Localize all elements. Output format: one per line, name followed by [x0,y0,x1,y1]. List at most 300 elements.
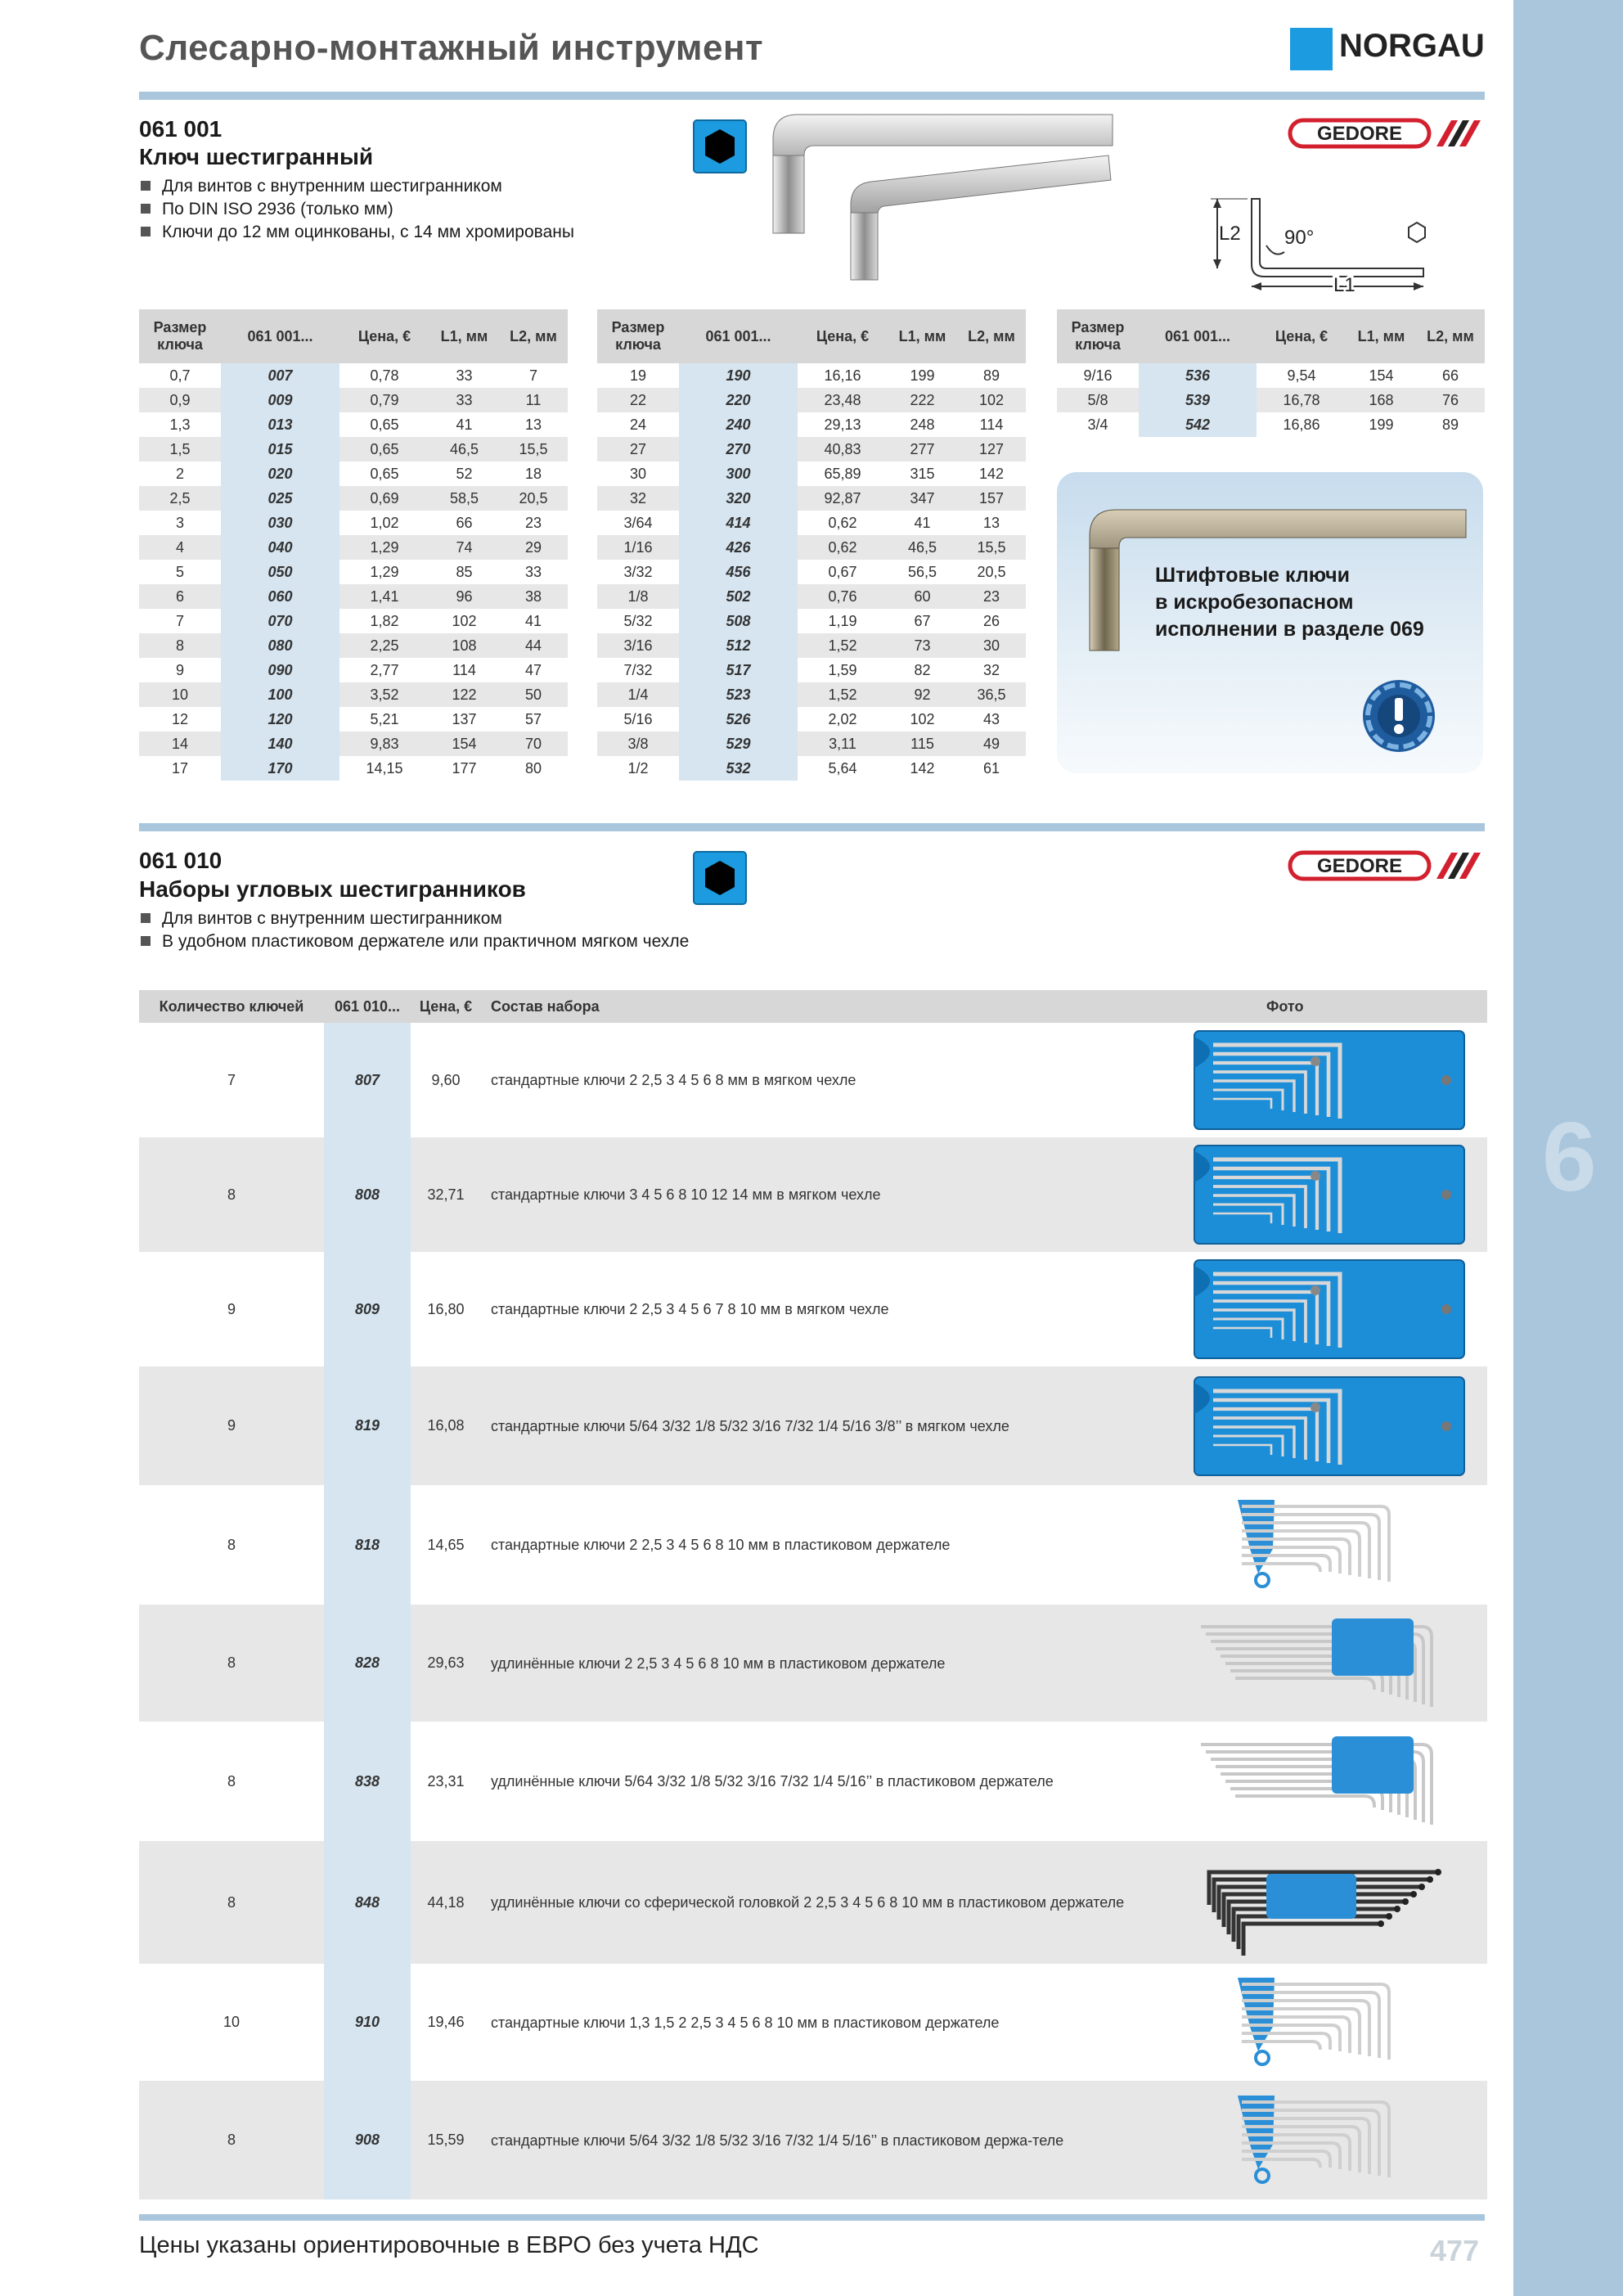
price-cell: 3,11 [798,732,888,756]
l2-cell: 114 [979,416,1004,433]
l2-cell: 38 [499,584,568,609]
bullet-item: В удобном пластиковом держателе или практичном мягком чехле [141,930,689,953]
size-cell: 1/2 [627,759,649,777]
l2-cell: 13 [982,514,1000,531]
size-cell: 5 [175,563,184,580]
article-cell: 070 [221,609,339,633]
table-row [139,1023,1487,1137]
photo-cell [1160,1137,1487,1252]
price-note: Цены указаны ориентировочные в ЕВРО без учета НДС [139,2232,759,2258]
size-cell: 22 [597,388,679,412]
size-cell: 1,3 [169,416,191,433]
table-row [597,535,1026,560]
price-cell: 3,52 [339,682,429,707]
l1-cell: 142 [910,759,935,777]
l2-cell: 7 [528,367,537,384]
article-cell: 240 [679,412,798,437]
table-row [1057,388,1485,412]
l1-cell: 41 [914,514,931,531]
size-cell: 1,5 [139,437,221,461]
count-cell: 8 [139,1841,324,1964]
table-row [139,461,568,486]
section1-bullets [141,175,574,244]
l2-cell: 142 [978,465,1005,482]
article-cell: 120 [221,707,339,732]
holder-long-set-image [1176,1728,1471,1835]
l1-cell: 41 [456,416,473,433]
article-cell: 426 [679,535,798,560]
size-cell: 1/4 [597,682,679,707]
l2-cell: 18 [524,465,542,482]
table-row [597,437,1026,461]
diagram-angle-label: 90° [1284,227,1315,249]
count-cell: 8 [139,2081,324,2199]
l1-cell: 168 [1347,388,1416,412]
col-l2: L2, мм [957,309,1026,363]
article-cell: 060 [221,584,339,609]
price-cell: 15,59 [411,2081,481,2199]
l1-cell: 199 [910,367,935,384]
l1-cell: 154 [429,732,499,756]
l1-cell: 73 [888,633,957,658]
info-line: в искробезопасном [1155,591,1354,614]
article-cell: 910 [324,1964,411,2081]
price-cell: 0,65 [370,416,399,433]
l1-cell: 66 [456,514,473,531]
table-row [139,658,568,682]
count-cell: 10 [223,2014,241,2030]
size-cell: 17 [171,759,189,777]
hex-socket-icon [693,119,747,173]
l2-cell: 89 [1441,416,1459,433]
l2-cell: 57 [524,710,542,727]
price-cell: 16,80 [427,1300,465,1317]
pouch-set-image [1176,1027,1471,1133]
table-row [139,1366,1487,1485]
size-cell: 5/8 [1057,388,1139,412]
col-l1: L1, мм [429,309,499,363]
table-row [597,633,1026,658]
size-cell: 4 [139,535,221,560]
sets-table [139,990,1487,2199]
article-cell: 080 [221,633,339,658]
price-cell: 14,65 [427,1536,465,1553]
count-cell: 8 [227,1772,236,1790]
norgau-logo-icon [1290,28,1333,70]
table-row [597,486,1026,511]
l2-cell: 26 [982,612,1000,629]
hex-key-image [757,106,1125,295]
gedore-logo-icon [1288,117,1484,150]
l2-cell: 157 [957,486,1026,511]
count-cell: 8 [139,1605,324,1722]
size-cell: 1/8 [597,584,679,609]
photo-cell [1160,1023,1487,1137]
price-cell: 40,83 [798,437,888,461]
price-cell: 0,79 [339,388,429,412]
photo-cell [1160,1964,1487,2081]
l2-cell: 13 [524,416,542,433]
table-row [139,1722,1487,1841]
l1-cell: 114 [452,661,476,678]
l2-cell: 15,5 [499,437,568,461]
article-cell: 090 [221,658,339,682]
gedore-logo-icon [1288,849,1484,882]
price-cell: 0,62 [828,514,857,531]
table-row [597,363,1026,388]
holder-short-set-image [1176,1492,1471,1598]
price-cell: 1,41 [339,584,429,609]
brand-name: NORGAU [1339,28,1485,64]
col-article: 061 001... [221,309,339,363]
size-cell: 3 [175,514,184,531]
size-cell: 0,9 [139,388,221,412]
table-row [139,633,568,658]
table-row [139,363,568,388]
price-cell: 16,86 [1283,416,1320,433]
l2-cell: 11 [499,388,568,412]
article-cell: 838 [324,1722,411,1841]
col-size: Размер ключа [597,309,679,363]
bullet-item: Ключи до 12 мм оцинкованы, с 14 мм хромированы [141,221,574,244]
article-cell: 523 [679,682,798,707]
price-cell: 9,83 [339,732,429,756]
table-row [597,560,1026,584]
article-cell: 414 [679,511,798,535]
article-cell: 190 [679,363,798,388]
l2-cell: 36,5 [957,682,1026,707]
count-cell: 9 [227,1300,236,1317]
l1-cell: 108 [429,633,499,658]
l1-cell: 315 [910,465,935,482]
l1-cell: 92 [888,682,957,707]
l1-cell: 56,5 [907,563,937,580]
l2-cell: 89 [982,367,1000,384]
section-divider [139,823,1485,831]
photo-cell [1160,1841,1487,1964]
price-cell: 0,65 [370,465,399,482]
price-cell: 0,69 [339,486,429,511]
table-row [597,682,1026,707]
composition-cell: стандартные ключи 3 4 5 6 8 10 12 14 мм в мягком чехле [481,1137,1160,1252]
l1-cell: 277 [888,437,957,461]
l1-cell: 137 [452,710,477,727]
article-cell: 512 [679,633,798,658]
table-row [139,682,568,707]
price-cell: 1,59 [828,661,857,678]
table-row [139,437,568,461]
info-line: исполнении в разделе 069 [1155,618,1424,641]
price-cell: 23,48 [798,388,888,412]
l1-cell: 82 [914,661,931,678]
col-l1: L1, мм [1347,309,1416,363]
l1-cell: 85 [456,563,473,580]
composition-cell: стандартные ключи 2 2,5 3 4 5 6 7 8 10 мм в мягком чехле [491,1301,889,1317]
table-row [139,707,568,732]
article-cell: 013 [221,412,339,437]
article-cell: 517 [679,658,798,682]
size-cell: 9/16 [1083,367,1113,384]
table-row [597,412,1026,437]
l2-cell: 49 [957,732,1026,756]
article-cell: 908 [324,2081,411,2199]
col-price: Цена, € [411,990,481,1023]
l1-cell: 199 [1369,416,1394,433]
gedore-logo-text: GEDORE [1316,855,1403,877]
article-cell: 050 [221,560,339,584]
size-cell: 7/32 [623,661,653,678]
article-cell: 526 [679,707,798,732]
price-cell: 16,78 [1257,388,1347,412]
l1-cell: 67 [914,612,931,629]
table-row [139,732,568,756]
size-cell: 3/4 [1087,416,1108,433]
article-cell: 818 [324,1485,411,1605]
l1-cell: 33 [429,388,499,412]
photo-cell [1160,1252,1487,1366]
pouch-set-image [1176,1373,1471,1479]
article-cell: 270 [679,437,798,461]
price-cell: 0,76 [798,584,888,609]
size-cell: 8 [139,633,221,658]
size-cell: 1/16 [597,535,679,560]
l2-cell: 15,5 [957,535,1026,560]
table-row [139,1137,1487,1252]
section2-code: 061 010 [139,848,223,873]
col-composition: Состав набора [481,990,1160,1023]
size-cell: 2,5 [139,486,221,511]
l2-cell: 20,5 [499,486,568,511]
price-cell: 16,08 [411,1366,481,1485]
col-size: Размер ключа [139,309,221,363]
table-row [139,388,568,412]
l2-cell: 23 [524,514,542,531]
holder-short-set-image [1176,2087,1471,2194]
l2-cell: 41 [524,612,542,629]
l2-cell: 20,5 [977,563,1006,580]
table-row [597,707,1026,732]
l1-cell: 222 [888,388,957,412]
article-cell: 220 [679,388,798,412]
key-table-1 [139,309,568,781]
section2-name: Наборы угловых шестигранников [139,876,526,902]
table-row [139,412,568,437]
col-article: 061 001... [1139,309,1257,363]
l1-cell: 58,5 [429,486,499,511]
bullet-item: По DIN ISO 2936 (только мм) [141,198,574,221]
table-row [139,2081,1487,2199]
composition-cell: стандартные ключи 5/64 3/32 1/8 5/32 3/16 7/32 1/4 5/16’’ в пластиковом держа-теле [481,2081,1160,2199]
article-cell: 009 [221,388,339,412]
l2-cell: 29 [499,535,568,560]
chapter-number: 6 [1542,1102,1597,1212]
price-cell: 0,62 [798,535,888,560]
article-cell: 320 [679,486,798,511]
table-row [1057,363,1485,388]
l2-cell: 66 [1441,367,1459,384]
table-row [597,461,1026,486]
price-cell: 23,31 [427,1772,465,1790]
table-row [139,1841,1487,1964]
price-cell: 1,82 [370,612,399,629]
size-cell: 27 [597,437,679,461]
l2-cell: 80 [524,759,542,777]
col-price: Цена, € [339,309,429,363]
col-article: 061 001... [679,309,798,363]
gedore-logo-text: GEDORE [1316,123,1403,145]
l1-cell: 46,5 [429,437,499,461]
size-cell: 14 [139,732,221,756]
price-cell: 0,65 [339,437,429,461]
price-cell: 1,29 [370,563,399,580]
price-cell: 1,19 [828,612,857,629]
article-cell: 456 [679,560,798,584]
size-cell: 9 [175,661,184,678]
l2-cell: 33 [524,563,542,580]
table-row [139,1605,1487,1722]
key-table-3 [1057,309,1485,437]
price-cell: 2,02 [828,710,857,727]
table-row [139,535,568,560]
photo-cell [1160,1722,1487,1841]
table-row [139,486,568,511]
article-cell: 170 [221,756,339,781]
l2-cell: 70 [499,732,568,756]
article-cell: 536 [1139,363,1257,388]
l1-cell: 52 [456,465,473,482]
size-cell: 12 [171,710,189,727]
l2-cell: 76 [1416,388,1485,412]
price-cell: 32,71 [411,1137,481,1252]
price-cell: 0,78 [370,367,399,384]
pouch-set-image [1176,1141,1471,1248]
l2-cell: 127 [957,437,1026,461]
article-cell: 808 [324,1137,411,1252]
table-row [597,609,1026,633]
info-text [1155,562,1424,643]
info-box-spark-free [1057,472,1483,773]
article-cell: 809 [324,1252,411,1366]
price-cell: 44,18 [411,1841,481,1964]
photo-cell [1160,1366,1487,1485]
article-cell: 140 [221,732,339,756]
page-title: Слесарно-монтажный инструмент [139,28,764,68]
article-cell: 848 [324,1841,411,1964]
table-row [139,1964,1487,2081]
size-cell: 5/16 [623,710,653,727]
article-cell: 015 [221,437,339,461]
table-row [597,732,1026,756]
price-cell: 0,67 [828,563,857,580]
composition-cell: стандартные ключи 5/64 3/32 1/8 5/32 3/16 7/32 1/4 5/16 3/8’’ в мягком чехле [481,1366,1160,1485]
composition-cell: удлинённые ключи 5/64 3/32 1/8 5/32 3/16 7/32 1/4 5/16’’ в пластиковом держателе [491,1773,1054,1790]
page-number: 477 [1430,2234,1480,2267]
price-cell: 19,46 [427,2014,465,2030]
l1-cell: 115 [888,732,957,756]
table-row [597,584,1026,609]
key-table-2 [597,309,1026,781]
l1-cell: 177 [452,759,477,777]
header-divider [139,92,1485,100]
article-cell: 807 [324,1023,411,1137]
warning-exclamation-icon [1360,677,1438,755]
table-row [597,388,1026,412]
holder-ball-set-image [1176,1849,1471,1956]
info-line: Штифтовые ключи [1155,564,1351,587]
table-row [139,609,568,633]
count-cell: 8 [139,1137,324,1252]
photo-cell [1160,2081,1487,2199]
l1-cell: 46,5 [888,535,957,560]
price-cell: 65,89 [824,465,861,482]
article-cell: 542 [1139,412,1257,437]
article-cell: 007 [221,363,339,388]
table-row [139,511,568,535]
count-cell: 7 [227,1071,236,1088]
l2-cell: 61 [982,759,1000,777]
price-cell: 2,25 [339,633,429,658]
pouch-set-image [1176,1256,1471,1362]
price-cell: 92,87 [798,486,888,511]
l1-cell: 60 [888,584,957,609]
table-row [139,560,568,584]
section1-code: 061 001 [139,116,223,142]
col-count: Количество ключей [139,990,324,1023]
count-cell: 8 [227,1536,236,1553]
table-row [139,1485,1487,1605]
l2-cell: 44 [499,633,568,658]
l2-cell: 102 [957,388,1026,412]
composition-cell: стандартные ключи 2 2,5 3 4 5 6 8 мм в мягком чехле [491,1072,856,1088]
price-cell: 1,29 [339,535,429,560]
size-cell: 3/32 [623,563,653,580]
article-cell: 828 [324,1605,411,1722]
col-price: Цена, € [798,309,888,363]
composition-cell: удлинённые ключи 2 2,5 3 4 5 6 8 10 мм в пластиковом держателе [481,1605,1160,1722]
col-l2: L2, мм [499,309,568,363]
bullet-item: Для винтов с внутренним шестигранником [141,907,689,930]
diagram-l2-label: L2 [1219,223,1241,245]
col-photo: Фото [1160,990,1487,1023]
price-cell: 14,15 [366,759,403,777]
price-cell: 2,77 [370,661,399,678]
l1-cell: 122 [429,682,499,707]
l2-cell: 32 [982,661,1000,678]
holder-short-set-image [1176,1970,1471,2076]
article-cell: 100 [221,682,339,707]
table-row [597,658,1026,682]
price-cell: 5,64 [828,759,857,777]
composition-cell: стандартные ключи 1,3 1,5 2 2,5 3 4 5 6 8 10 мм в пластиковом держателе [491,2014,1000,2031]
article-cell: 040 [221,535,339,560]
size-cell: 32 [597,486,679,511]
l2-cell: 47 [524,661,542,678]
size-cell: 3/64 [623,514,653,531]
size-cell: 2 [175,465,184,482]
size-cell: 19 [629,367,647,384]
section2-bullets [141,907,689,953]
article-cell: 508 [679,609,798,633]
photo-cell [1160,1485,1487,1605]
l1-cell: 347 [888,486,957,511]
col-price: Цена, € [1257,309,1347,363]
l2-cell: 50 [499,682,568,707]
article-cell: 020 [221,461,339,486]
col-size: Размер ключа [1057,309,1139,363]
article-cell: 030 [221,511,339,535]
col-article: 061 010... [324,990,411,1023]
table-row [597,511,1026,535]
